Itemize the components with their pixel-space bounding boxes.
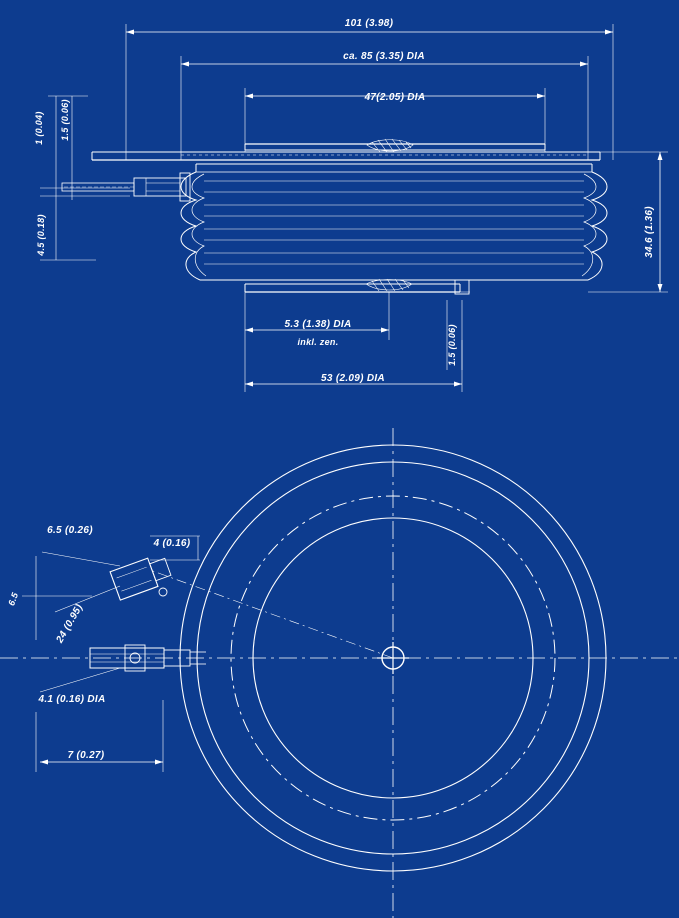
side-section-view [40,24,668,392]
label-top-small-a: 1 (0.04) [34,111,44,145]
left-terminal-detail [62,173,190,201]
label-overall-height: 34.6 (1.36) [644,206,655,258]
label-lower-contact-note: inkl. zen. [297,337,339,347]
gate-lead-axis [150,570,393,658]
label-lower-pad-height: 1.5 (0.06) [447,324,457,366]
lower-contact-plate [245,280,469,294]
capsule-body [181,164,607,280]
center-lines [0,428,679,918]
dim-left-small-cluster [40,96,130,260]
label-ceramic-diameter: ca. 85 (3.35) DIA [343,51,425,62]
label-gate-lead-e: 4.1 (0.16) DIA [38,694,106,705]
label-left-small-c: 4.5 (0.18) [36,214,46,256]
label-lower-contact-diameter: 5.3 (1.38) DIA [284,319,352,330]
ceramic-top-flange [92,152,600,160]
lower-seal-hatching [366,279,412,291]
upper-contact-plate [245,144,545,150]
dim-lower-contact-diameter [245,292,389,340]
label-gate-lead-f: 7 (0.27) [67,750,105,761]
label-upper-contact-diameter: 47(2.05) DIA [364,92,426,103]
label-top-small-b: 1.5 (0.06) [60,99,70,141]
label-gate-lead-c: 24 (0.95) [54,602,86,646]
label-gate-lead-a: 6.5 (0.26) [47,525,93,536]
label-overall-width: 101 (3.98) [344,18,394,29]
label-gate-lead-b: 4 (0.16) [153,538,191,549]
dimension-labels [6,18,655,761]
dim-lower-overall-diameter [245,340,462,392]
label-gate-lead-d: 6.5 [6,590,21,607]
top-plan-view [0,428,679,918]
label-lower-overall-diameter: 53 (2.09) DIA [321,373,385,384]
